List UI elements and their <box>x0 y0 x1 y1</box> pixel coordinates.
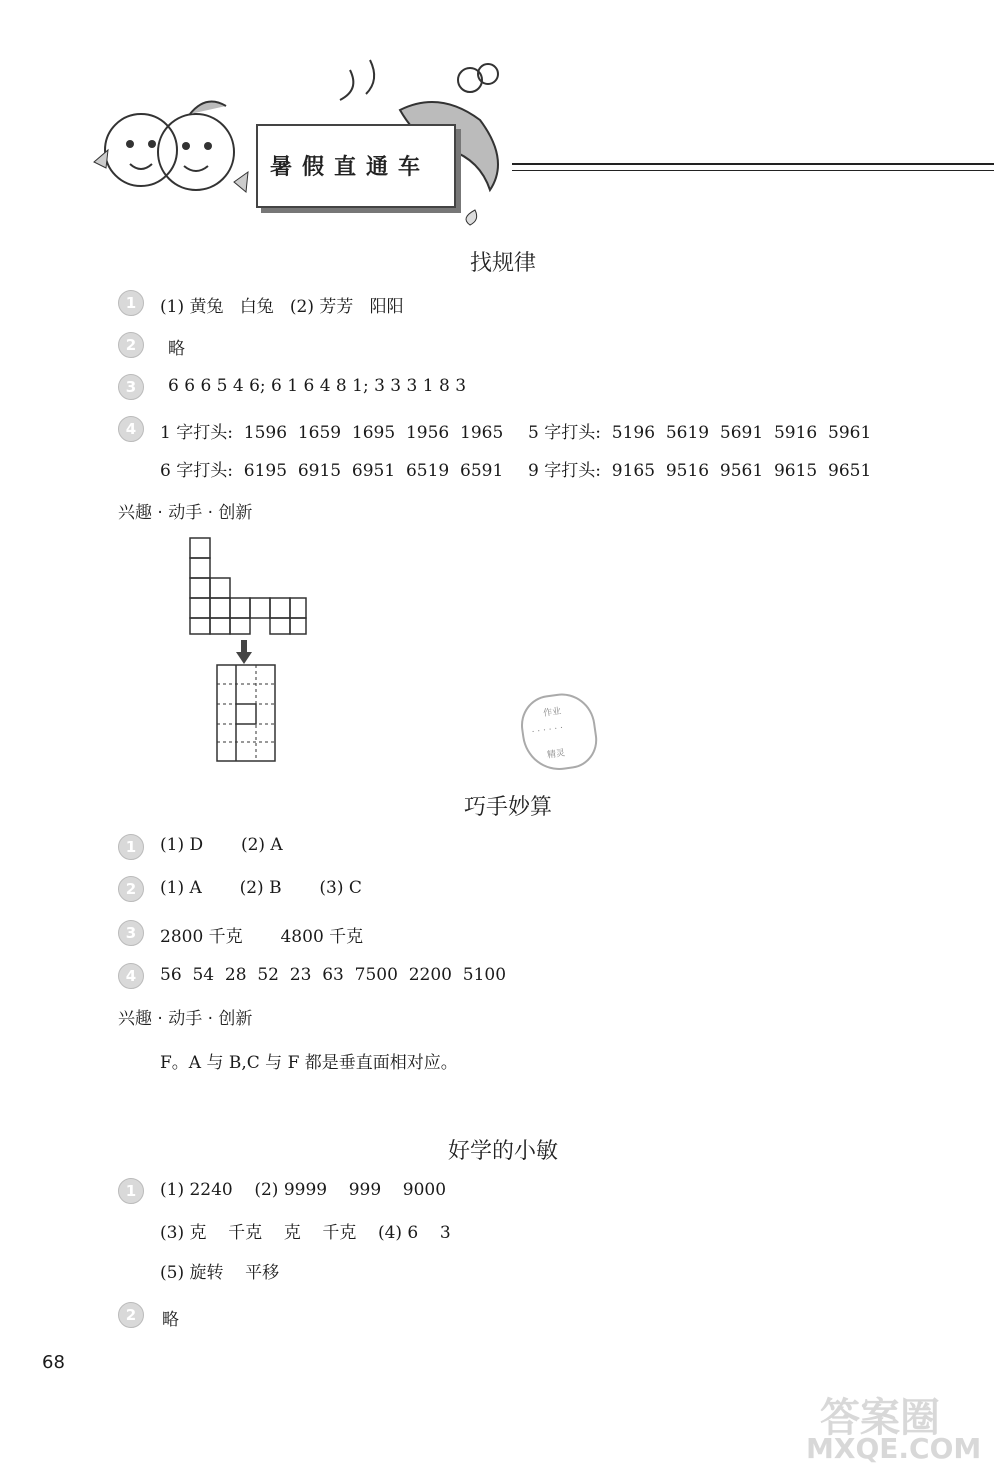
answer-line: (1) 2240 (2) 9999 999 9000 <box>160 1180 447 1200</box>
answer-line: 略 <box>168 339 185 359</box>
section-title-studious-xiaomin: 好学的小敏 <box>448 1139 559 1164</box>
answer-line: (1) D (2) A <box>160 835 283 855</box>
question-number-badge: 2 <box>118 876 144 902</box>
answer-line: 6 字打头: 6195 6915 6951 6519 6591 <box>160 461 504 481</box>
answer-line: (1) A (2) B (3) C <box>160 878 362 898</box>
answer-line: (5) 旋转 平移 <box>160 1263 280 1283</box>
down-arrow-icon <box>236 640 252 664</box>
section-title-find-pattern: 找规律 <box>470 251 537 276</box>
question-number-badge: 3 <box>118 920 144 946</box>
question-number-badge: 2 <box>118 332 144 358</box>
question-number-badge: 1 <box>118 290 144 316</box>
answer-line: 5 字打头: 5196 5619 5691 5916 5961 <box>528 423 872 443</box>
header-rule-thin <box>512 170 994 171</box>
watermark-logo: 答案圈 <box>820 1395 940 1441</box>
answer-line: 56 54 28 52 23 63 7500 2200 5100 <box>160 965 507 985</box>
section-title-clever-calc: 巧手妙算 <box>464 795 553 820</box>
answer-line: F。A 与 B,C 与 F 都是垂直面相对应。 <box>160 1053 458 1073</box>
answer-line: 9 字打头: 9165 9516 9561 9615 9651 <box>528 461 872 481</box>
answer-line: 略 <box>162 1310 179 1330</box>
question-number-badge: 1 <box>118 1178 144 1204</box>
mascot-illustration <box>86 92 256 204</box>
answer-line: 1 字打头: 1596 1659 1695 1956 1965 <box>160 423 504 443</box>
question-number-badge: 2 <box>118 1302 144 1328</box>
page-number: 68 <box>42 1352 65 1373</box>
answer-line: (1) 黄兔 白兔 (2) 芳芳 阳阳 <box>160 297 404 317</box>
header-rule <box>512 163 994 165</box>
question-number-badge: 4 <box>118 416 144 442</box>
question-number-badge: 1 <box>118 834 144 860</box>
answer-line: 2800 千克 4800 千克 <box>160 927 364 947</box>
stamp-mark: 作业 · · · · · · 精灵 <box>517 689 601 775</box>
question-number-badge: 3 <box>118 374 144 400</box>
question-number-badge: 4 <box>118 963 144 989</box>
answer-line: 6 6 6 5 4 6; 6 1 6 4 8 1; 3 3 3 1 8 3 <box>168 376 467 396</box>
subheading-interest: 兴趣 · 动手 · 创新 <box>118 1009 253 1029</box>
grid-shape-diagram <box>188 536 308 636</box>
subheading-interest: 兴趣 · 动手 · 创新 <box>118 503 253 523</box>
folded-grid-diagram <box>216 664 276 762</box>
banner-title: 暑假直通车 <box>270 154 431 180</box>
watermark-url: MXQE.COM <box>806 1432 982 1465</box>
answer-line: (3) 克 千克 克 千克 (4) 6 3 <box>160 1223 451 1243</box>
